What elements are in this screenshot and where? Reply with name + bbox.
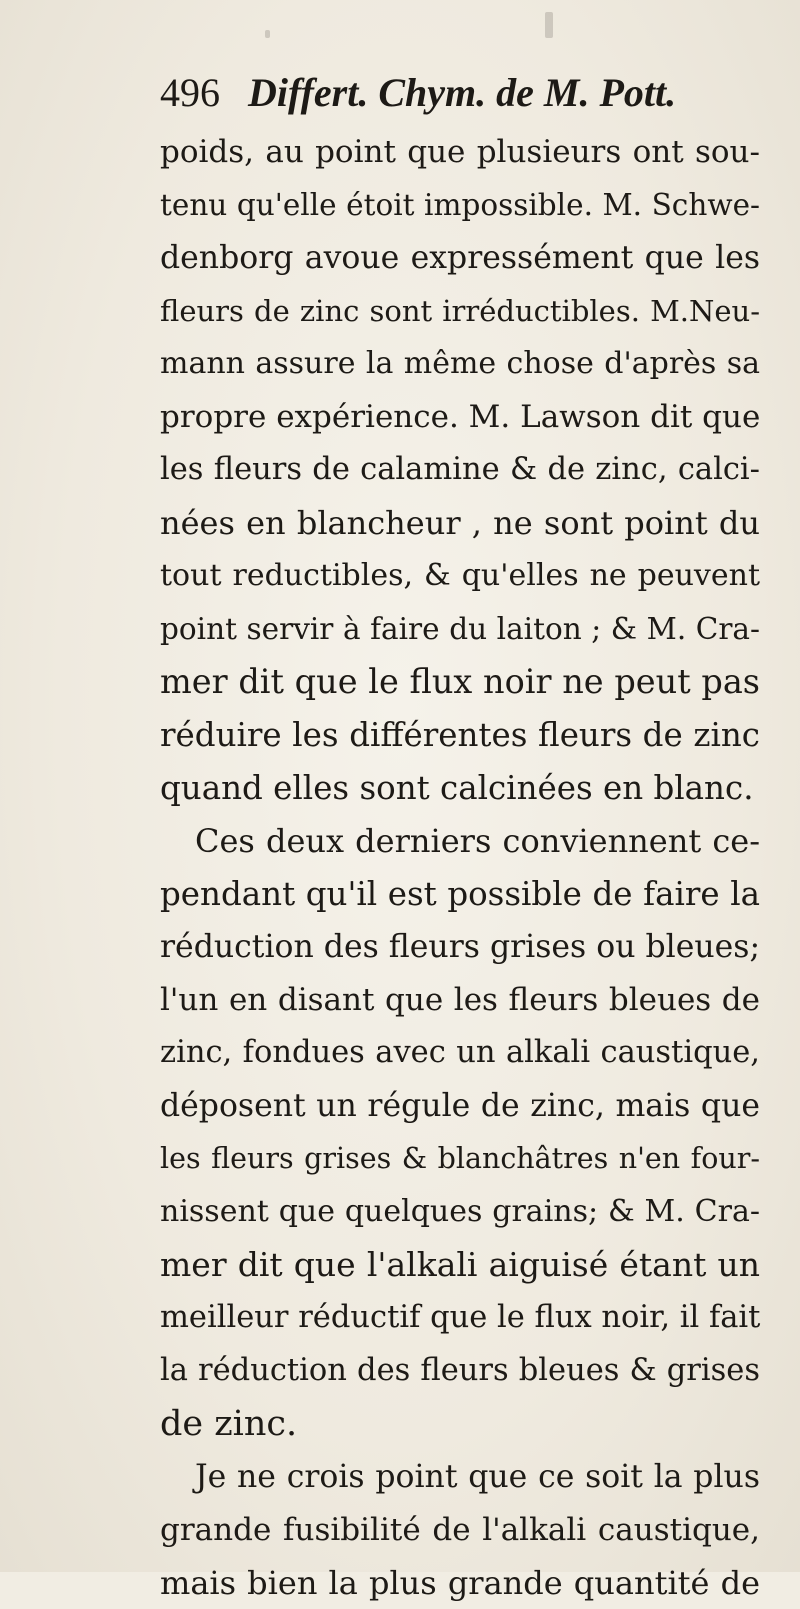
text-line: réduire les différentes fleurs de zinc: [160, 716, 760, 754]
text-line: zinc, fondues avec un alkali caustique,: [160, 1035, 760, 1070]
text-line: nées en blancheur , ne sont point du: [160, 504, 760, 542]
text-line: la réduction des fleurs bleues & grises: [160, 1353, 760, 1388]
text-line: tenu qu'elle étoit impossible. M. Schwe-: [160, 188, 760, 222]
ink-smudge-mark: [265, 30, 270, 38]
text-line: l'un en disant que les fleurs bleues de: [160, 982, 760, 1018]
text-line: poids, au point que plusieurs ont sou-: [160, 134, 760, 170]
text-line: mer dit que l'alkali aiguisé étant un: [160, 1245, 760, 1284]
text-line: les fleurs grises & blanchâtres n'en four-: [160, 1142, 760, 1175]
running-title: Differt. Chym. de M. Pott.: [248, 70, 677, 115]
text-line: mann assure la même chose d'après sa: [160, 346, 760, 381]
text-line: meilleur réductif que le flux noir, il fait: [160, 1300, 761, 1335]
text-line: quand elles sont calcinées en blanc.: [160, 769, 754, 807]
text-line: mer dit que le flux noir ne peut pas: [160, 662, 760, 701]
text-line: denborg avoue expressément que les: [160, 240, 760, 276]
text-line: Ces deux derniers conviennent ce-: [195, 822, 760, 860]
text-line: grande fusibilité de l'alkali caustique,: [160, 1512, 760, 1548]
text-line: pendant qu'il est possible de faire la: [160, 875, 760, 913]
text-line: point servir à faire du laiton ; & M. Cra-: [160, 612, 760, 646]
text-line: fleurs de zinc sont irréductibles. M.Neu-: [160, 294, 760, 328]
text-line: les fleurs de calamine & de zinc, calci-: [160, 452, 760, 487]
text-line: mais bien la plus grande quantité de: [160, 1564, 760, 1602]
text-line: propre expérience. M. Lawson dit que: [160, 399, 761, 435]
text-line: nissent que quelques grains; & M. Cra-: [160, 1194, 760, 1229]
text-line: réduction des fleurs grises ou bleues;: [160, 929, 761, 965]
text-line: tout reductibles, & qu'elles ne peuvent: [160, 558, 760, 593]
text-line: déposent un régule de zinc, mais que: [160, 1088, 760, 1124]
ink-smudge-mark: [545, 12, 553, 38]
text-line: Je ne crois point que ce soit la plus: [195, 1459, 760, 1495]
page-number: 496: [160, 70, 220, 115]
running-head: [160, 66, 760, 120]
text-line: de zinc.: [160, 1404, 298, 1444]
